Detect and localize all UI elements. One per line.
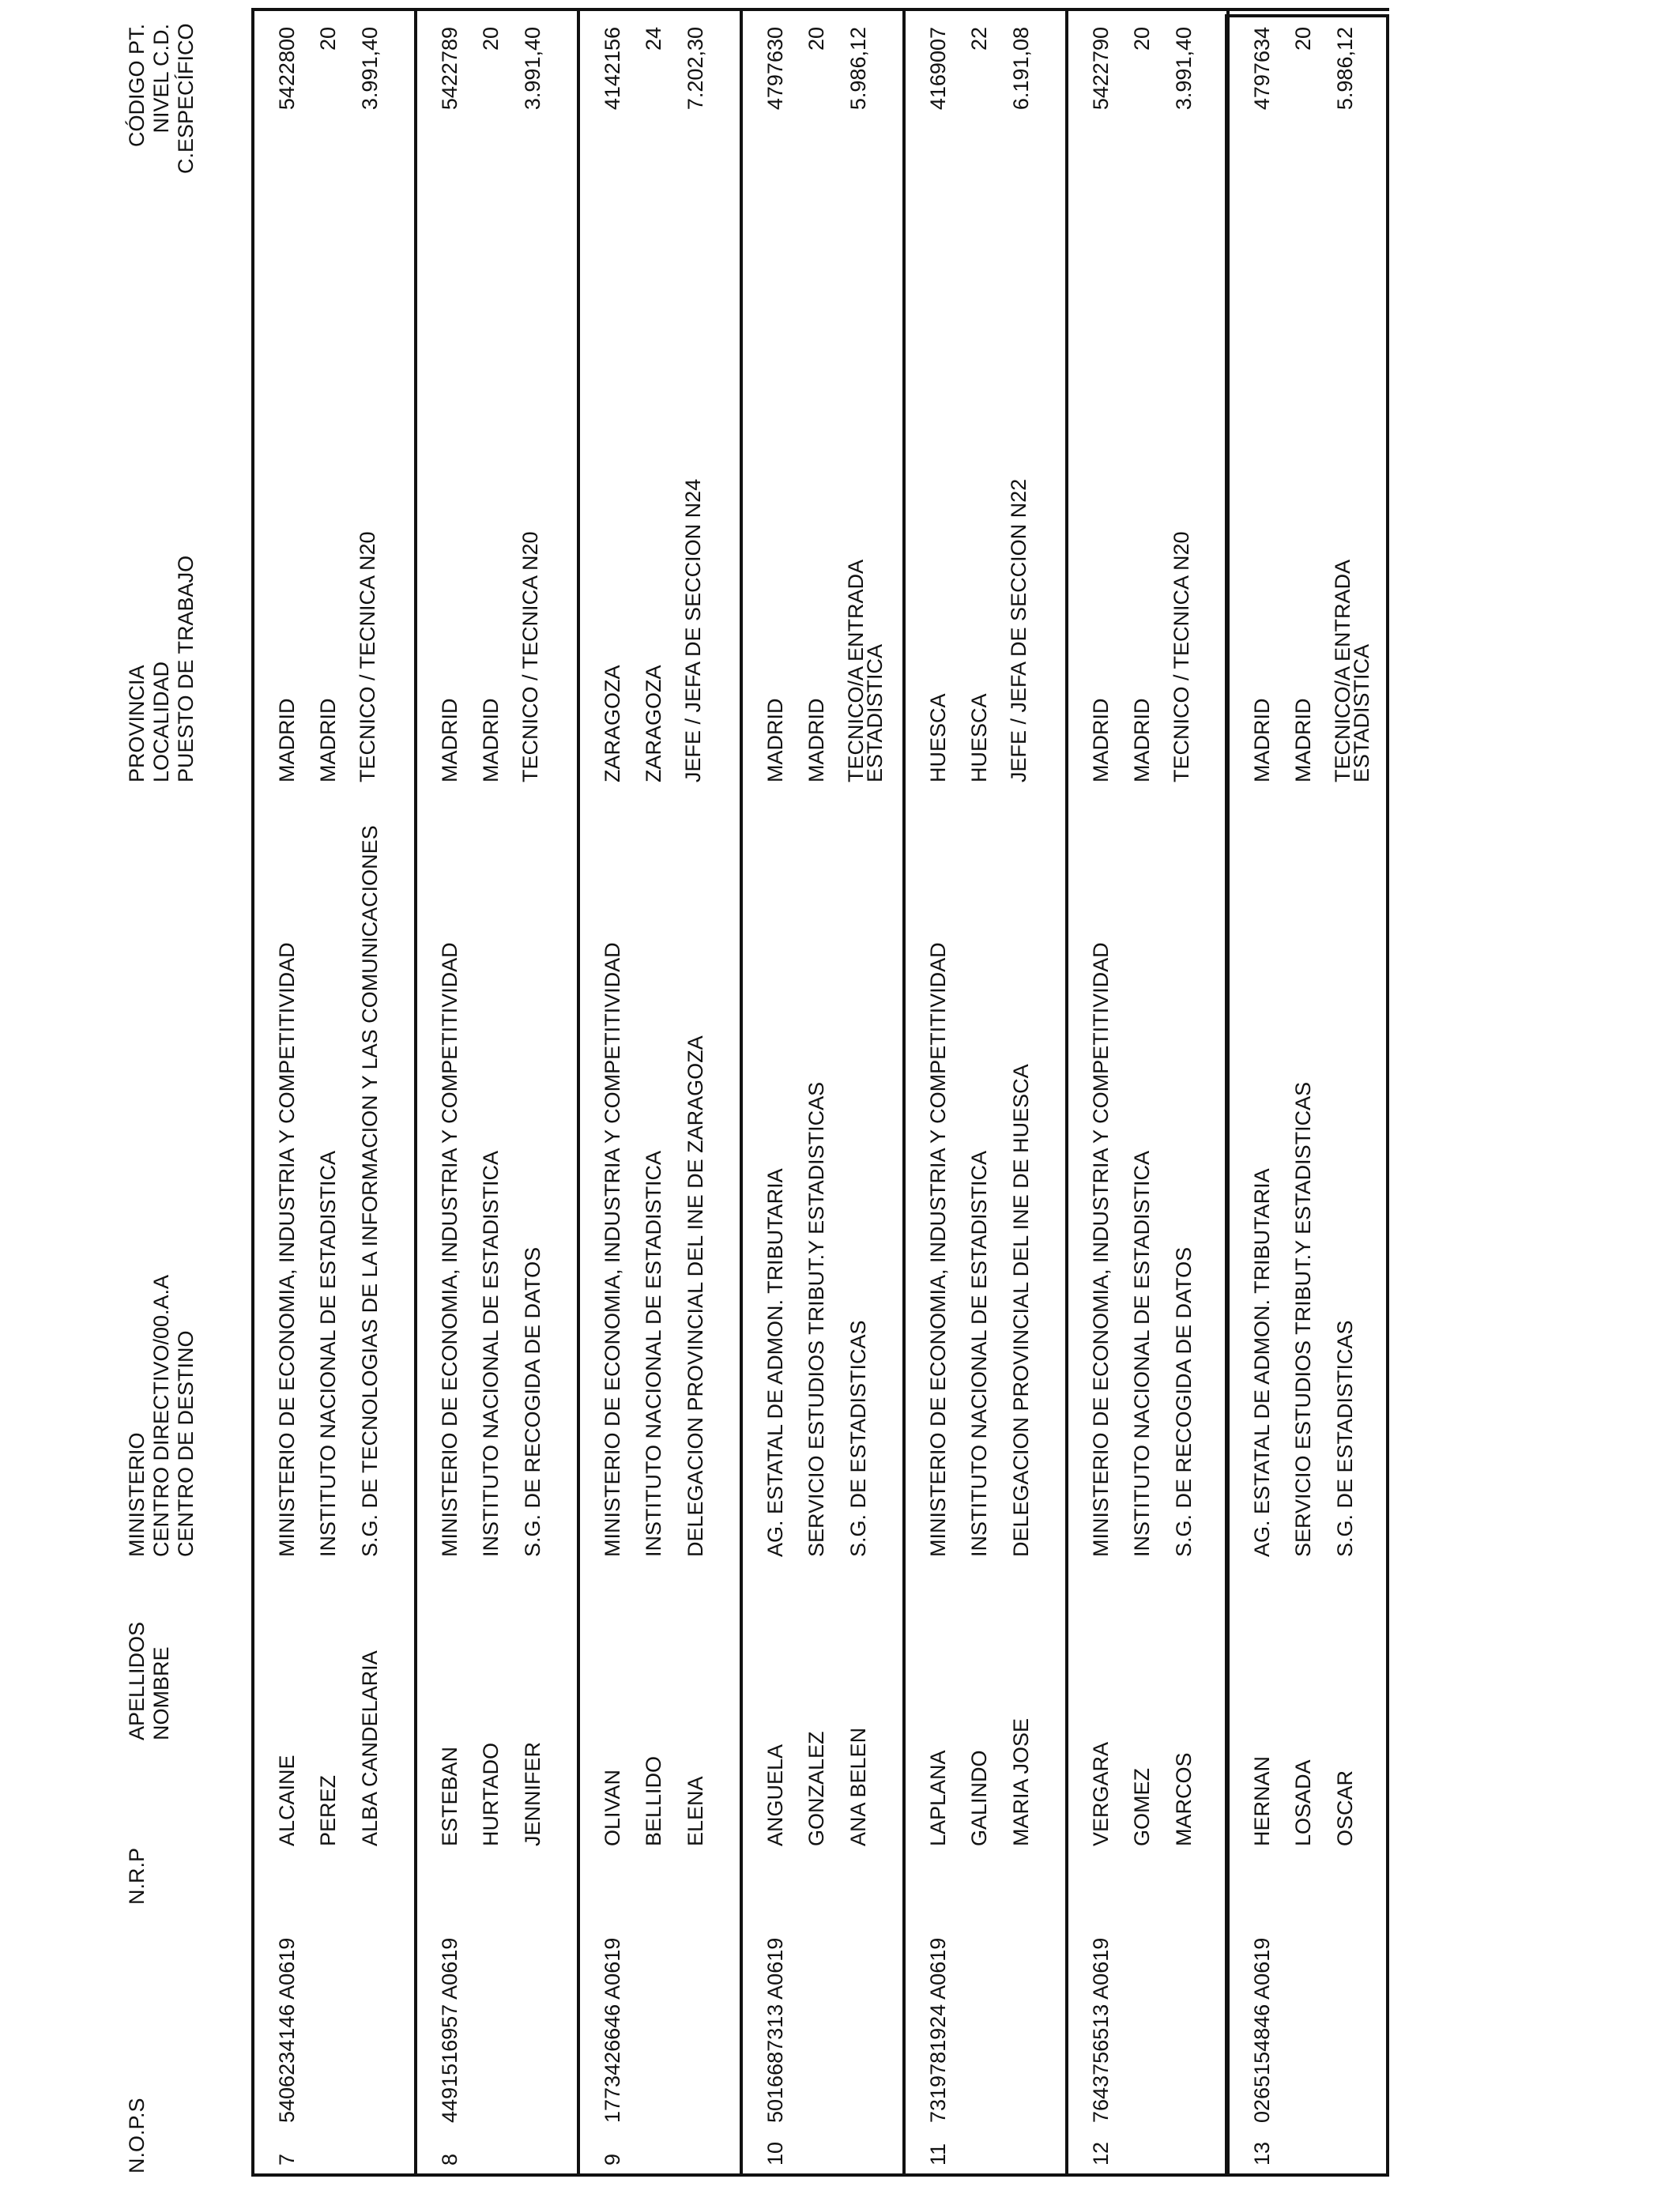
record-provincia: MADRID [763, 698, 787, 782]
record-centro-directivo: SERVICIO ESTUDIOS TRIBUT.Y ESTADISTICAS [804, 1081, 828, 1557]
record-centro-destino: DELEGACION PROVINCIAL DEL INE DE HUESCA [1009, 1064, 1033, 1557]
record-nrp: 4491516957 A0619 [438, 1937, 461, 2123]
header-nops [125, 2098, 149, 2173]
record-puesto-line: TECNICO/A ENTRADA [844, 559, 868, 782]
header-nivel-label: NIVEL C.D. [149, 24, 173, 134]
record-block [1065, 11, 1226, 2177]
record-centro-directivo: INSTITUTO NACIONAL DE ESTADISTICA [1130, 1150, 1154, 1557]
record-centro-destino: S.G. DE RECOGIDA DE DATOS [1172, 1246, 1196, 1557]
record-separator [902, 11, 906, 2177]
record-separator [577, 11, 580, 2177]
record-centro-destino: S.G. DE ESTADISTICAS [1333, 1320, 1357, 1557]
record-centro-destino: S.G. DE TECNOLOGIAS DE LA INFORMACION Y LAS COMUNICACIONES [358, 825, 382, 1557]
record-nombre: ANA BELEN [846, 1727, 870, 1846]
header-ministerio-centro [125, 1275, 198, 1557]
record-nrp: 5016687313 A0619 [763, 1937, 787, 2123]
record-apellido2: BELLIDO [642, 1755, 665, 1846]
record-codigo: 4169007 [926, 27, 950, 111]
record-puesto-line: TECNICO / TECNICA N20 [1170, 531, 1193, 782]
record-puesto [681, 478, 705, 782]
record-nivel: 24 [642, 27, 665, 51]
record-separator [414, 11, 417, 2177]
record-apellido2: LOSADA [1291, 1759, 1315, 1846]
record-nrp: 5406234146 A0619 [275, 1937, 299, 2123]
record-nrp: 1773426646 A0619 [601, 1937, 624, 2123]
record-nivel: 22 [967, 27, 991, 51]
record-block [1226, 11, 1388, 2177]
record-nombre: MARCOS [1172, 1752, 1196, 1846]
record-puesto [518, 531, 542, 782]
record-block [251, 11, 412, 2177]
record-codigo: 5422800 [275, 27, 299, 111]
record-especifico: 3.991,40 [358, 27, 382, 111]
record-centro-directivo: INSTITUTO NACIONAL DE ESTADISTICA [316, 1150, 340, 1557]
record-apellido1: OLIVAN [601, 1769, 624, 1846]
header-nrp-label: N.R.P [125, 1847, 149, 1905]
record-provincia: MADRID [275, 698, 299, 782]
record-localidad: MADRID [316, 698, 340, 782]
record-apellido2: GONZALEZ [804, 1731, 828, 1846]
header-provincia-label: PROVINCIA [125, 665, 149, 782]
record-nrp: 7319781924 A0619 [926, 1937, 950, 2123]
record-puesto-line: TECNICO / TECNICA N20 [518, 531, 542, 782]
record-centro-directivo: SERVICIO ESTUDIOS TRIBUT.Y ESTADISTICAS [1291, 1081, 1315, 1557]
record-ministerio: AG. ESTATAL DE ADMON. TRIBUTARIA [1250, 1168, 1274, 1557]
header-apellidos-label: APELLIDOS [125, 1621, 149, 1740]
record-nops: 9 [601, 2153, 624, 2166]
record-apellido1: ANGUELA [763, 1744, 787, 1846]
record-separator [1226, 11, 1230, 2177]
record-nombre: MARIA JOSE [1009, 1717, 1033, 1846]
record-centro-destino: S.G. DE ESTADISTICAS [846, 1320, 870, 1557]
record-apellido1: ESTEBAN [438, 1746, 461, 1846]
record-centro-directivo: INSTITUTO NACIONAL DE ESTADISTICA [967, 1150, 991, 1557]
record-apellido2: GOMEZ [1130, 1768, 1154, 1846]
record-localidad: MADRID [1291, 698, 1315, 782]
record-codigo: 5422790 [1089, 27, 1113, 111]
record-block [740, 11, 901, 2177]
record-nombre: ALBA CANDELARIA [358, 1650, 382, 1846]
record-nops: 12 [1089, 2141, 1113, 2166]
record-apellido1: HERNAN [1250, 1755, 1274, 1846]
record-nrp: 0265154846 A0619 [1250, 1937, 1274, 2123]
record-provincia: MADRID [1089, 698, 1113, 782]
record-localidad: MADRID [479, 698, 503, 782]
record-ministerio: AG. ESTATAL DE ADMON. TRIBUTARIA [763, 1168, 787, 1557]
record-nops: 13 [1250, 2141, 1274, 2166]
record-ministerio: MINISTERIO DE ECONOMIA, INDUSTRIA Y COMPETITIVIDAD [601, 942, 624, 1557]
record-block [414, 11, 575, 2177]
header-nops-label: N.O.P.S [125, 2098, 149, 2173]
record-provincia: HUESCA [926, 693, 950, 782]
record-especifico: 3.991,40 [521, 27, 544, 111]
record-nops: 10 [763, 2141, 787, 2166]
record-localidad: ZARAGOZA [642, 665, 665, 782]
record-separator [251, 11, 254, 2177]
record-puesto-line: JEFE / JEFA DE SECCION N22 [1007, 478, 1030, 782]
header-nrp [125, 1848, 149, 1905]
record-puesto [1009, 479, 1028, 782]
record-ministerio: MINISTERIO DE ECONOMIA, INDUSTRIA Y COMPETITIVIDAD [438, 942, 461, 1557]
record-nops: 7 [275, 2153, 299, 2166]
record-apellido2: HURTADO [479, 1742, 503, 1846]
header-especifico-label: C.ESPECÍFICO [174, 23, 198, 174]
record-puesto [1172, 531, 1191, 782]
record-especifico: 3.991,40 [1172, 27, 1196, 111]
record-centro-directivo: INSTITUTO NACIONAL DE ESTADISTICA [642, 1150, 665, 1557]
header-apellidos-nombre [125, 1622, 174, 1740]
header-codigo-label: CÓDIGO PT. [125, 24, 149, 148]
record-nrp: 7643756513 A0619 [1089, 1937, 1113, 2123]
record-apellido1: VERGARA [1089, 1741, 1113, 1846]
record-codigo: 5422789 [438, 27, 461, 111]
header-localidad-label: LOCALIDAD [149, 661, 173, 782]
header-centro-directivo-label: CENTRO DIRECTIVO/00.A.A [149, 1274, 173, 1557]
record-nops: 11 [926, 2143, 950, 2166]
record-localidad: MADRID [804, 698, 828, 782]
record-especifico: 6.191,08 [1009, 27, 1033, 111]
header-puesto-label: PUESTO DE TRABAJO [174, 555, 198, 782]
record-nops: 8 [438, 2153, 461, 2166]
header-provincia-localidad-puesto [125, 556, 198, 782]
header-codigo-nivel-especifico [125, 24, 198, 174]
record-localidad: MADRID [1130, 698, 1154, 782]
record-codigo: 4142156 [601, 27, 624, 111]
record-block [902, 11, 1064, 2177]
record-puesto-line: JEFE / JEFA DE SECCION N24 [681, 478, 705, 782]
record-nivel: 20 [804, 27, 828, 51]
record-centro-destino: S.G. DE RECOGIDA DE DATOS [521, 1246, 544, 1557]
record-nivel: 20 [316, 27, 340, 51]
record-puesto-line: TECNICO/A ENTRADA [1331, 559, 1354, 782]
record-apellido1: ALCAINE [275, 1755, 299, 1846]
record-especifico: 7.202,30 [684, 27, 707, 111]
record-centro-directivo: INSTITUTO NACIONAL DE ESTADISTICA [479, 1150, 503, 1557]
record-ministerio: MINISTERIO DE ECONOMIA, INDUSTRIA Y COMPETITIVIDAD [275, 942, 299, 1557]
record-localidad: HUESCA [967, 693, 991, 782]
record-nivel: 20 [1291, 27, 1315, 51]
record-puesto-line: ESTADISTICA [1350, 643, 1373, 782]
record-puesto [844, 559, 887, 782]
record-nombre: OSCAR [1333, 1770, 1357, 1846]
record-nivel: 20 [479, 27, 503, 51]
record-puesto-line: ESTADISTICA [863, 643, 887, 782]
record-ministerio: MINISTERIO DE ECONOMIA, INDUSTRIA Y COMPETITIVIDAD [926, 942, 950, 1557]
record-codigo: 4797634 [1250, 27, 1274, 111]
record-provincia: MADRID [1250, 698, 1274, 782]
record-separator [1065, 11, 1068, 2177]
record-provincia: ZARAGOZA [601, 665, 624, 782]
header-ministerio-label: MINISTERIO [125, 1432, 149, 1557]
record-puesto [1333, 560, 1371, 782]
record-apellido2: GALINDO [967, 1750, 991, 1846]
record-puesto [358, 531, 377, 782]
record-separator [740, 11, 743, 2177]
record-especifico: 5.986,12 [846, 27, 870, 111]
record-nombre: ELENA [684, 1776, 707, 1846]
header-nombre-label: NOMBRE [149, 1646, 173, 1740]
header-centro-destino-label: CENTRO DE DESTINO [174, 1330, 198, 1557]
record-puesto-line: TECNICO / TECNICA N20 [356, 531, 379, 782]
record-especifico: 5.986,12 [1333, 27, 1357, 111]
record-apellido2: PEREZ [316, 1774, 340, 1846]
record-apellido1: LAPLANA [926, 1750, 950, 1846]
record-codigo: 4797630 [763, 27, 787, 111]
record-centro-destino: DELEGACION PROVINCIAL DEL INE DE ZARAGOZA [684, 1035, 707, 1557]
record-ministerio: MINISTERIO DE ECONOMIA, INDUSTRIA Y COMPETITIVIDAD [1089, 942, 1113, 1557]
record-nivel: 20 [1130, 27, 1154, 51]
record-block [577, 11, 738, 2177]
record-nombre: JENNIFER [521, 1741, 544, 1846]
record-provincia: MADRID [438, 698, 461, 782]
